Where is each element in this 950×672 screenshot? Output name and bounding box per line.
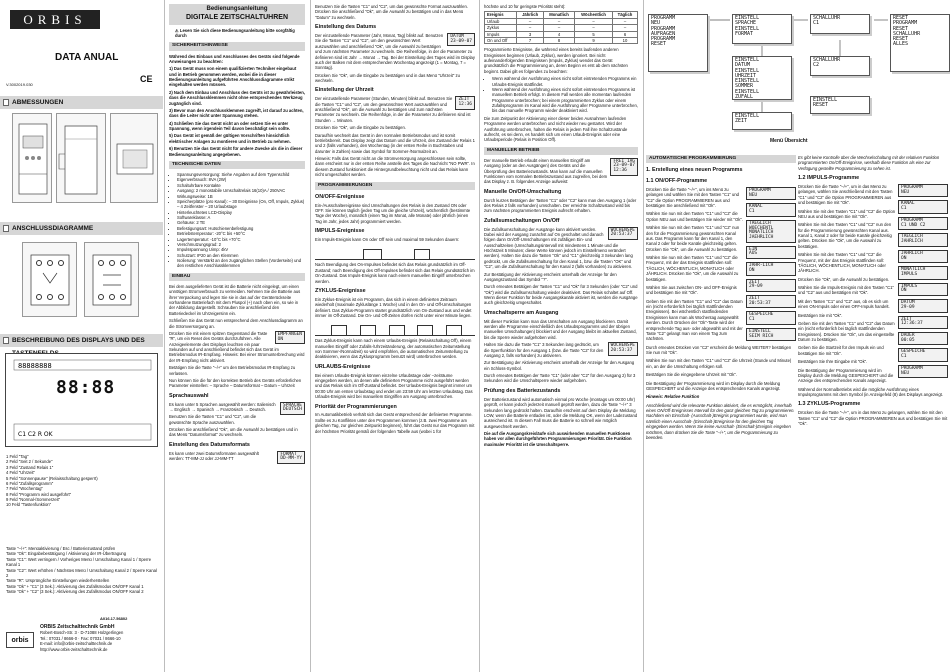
s11-text4: Wählen Sie nun mit den Tasten "C1" und "C2" die Frequenz, mit der das Ereignis stattfinden soll: TÄGLICH, WÖCHENTLICH, MONATLICH oder JÄHRLICH. Drücken Sie "Ok", um die Auswahl zu bestätigen. <box>646 255 739 282</box>
lang-text: Es kann unter 5 Sprachen ausgewählt werden: Italienisch → Englisch → Spanisch → Französisch → Deutsch. <box>169 401 276 412</box>
s12-text2: Wählen Sie mit den Tasten "C1" und "C2" die Option NEU aus und bestätigen Sie mit "Ok". <box>798 208 896 219</box>
impulse-text: Ein Impuls-Ereignis kann On oder Off sein und maximal 59 Sekunden dauern: <box>315 237 460 242</box>
lcd-time-screen: ZEIT 12:36 <box>455 96 475 109</box>
s11-text6: Geben Sie mit den Tasten "C1" und "C2" das Datum ein (nicht erforderlich bei täglich stattfindenden Ereignissen). Bei wöchentlich stattfindenden Ereignissen kann man als Wochentag ausgewählt werden. Durch Drücken der "Ok"-Taste wird der entsprechende Tag aus- oder abgewählt und mit der Taste "C2" gelangt man von einem Tag zum nächsten. <box>646 298 743 342</box>
lock-text4: Durch erneutes Betätigen der Taste "C1" (oder aber "C2" für den Ausgang 2) für 3 Sekunden wird die Umschaltsperre wieder aufgehoben. <box>484 373 636 384</box>
s12-text: Drücken Sie die Taste "–/+", um in das Menü zu gelangen, wählen Sie anschließend mit den Tasten "C1" und "C2" die Option PROGRAMMIEREN aus und bestätigen Sie mit "Ok". <box>798 184 893 206</box>
priority-text2: Die zum Zeitpunkt der Aktivierung einer dieser beiden Ausnahmen laufenden Programme werden unterbrochen und nicht wieder neu gestartet. Wird der Ausführung unterbrochen, halten die Relais in jedem Fall ihre Schaltzustände aufrecht, es sei denn, es handelt sich um einen Urlaub-Ereignis oder eine Urlaubsperiode (Relais in Position Off). <box>484 115 628 143</box>
band-safety: SICHERHEITSHINWEISE <box>169 42 305 50</box>
s11-text5: Wählen Sie aus zwischen ON- und OFF-Ereignis und bestätigen Sie mit "Ok". <box>646 284 737 296</box>
date-text2: Drücken Sie "Ok", um die Eingabe zu bestätigen und in das Menü "Uhrzeit" zu wechseln. <box>315 72 460 84</box>
priority-cont: höchste und 10 für geringste Priorität steht): <box>484 4 566 9</box>
date-title: Einstellung des Datums <box>315 24 377 31</box>
s13-title: 1.3 ZYKLUS-Programme <box>798 401 861 408</box>
key-item: Taste "–/+": Menüaktivierung / Esc / Batteriezustand prüfen <box>6 546 116 551</box>
random-text: Die Zufallsumschaltung der Ausgänge kann aktiviert werden. Dabei wird der Ausgang zunächst auf On geschaltet und danach folgen dann On/Off-Umschaltungen mit zufälligen Ein- und Ausschaltzeiten (Umschaltungsintervall mit mindestens 1 Minute und die Höchstzeit 5 Minuten; diese Werte können jedoch im Einstellmenü verändert werden). Halten Sie dazu die Tasten "Ok" und "C1" gleichzeitig 3 Sekunden lang gedrückt, um die Zufallsumschaltung für den Kanal 1, bzw. die Tasten "OK" und "C2", um die Zufallsumschaltung für den Kanal 2 (falls vorhanden) zu aktivieren. <box>484 226 633 270</box>
menu-card-time: EINSTELL ZEIT <box>732 112 792 130</box>
column-programming <box>644 0 950 672</box>
wiring-diagram-2 <box>84 242 139 317</box>
key-item: Taste "Ok": Eingabebestätigung / Aktivierung der IR-Übertragung <box>6 551 127 557</box>
company-logo: orbis <box>6 632 34 648</box>
s12-text5: Drücken Sie "Ok", um die Auswahl zu bestätigen. <box>798 276 890 282</box>
menu-card-program: PROGRAMM NEU PROGRAMM AUFRAGEN PROGRAMM RESET <box>648 14 708 72</box>
s12-text8: Bestätigen Sie mit "Ok". <box>798 312 843 318</box>
battery-bold: Die auf die Ausgangskreisläufe sich auswirkenden manuellen Funktionen haben vor allen durchgeführten Programmierungen Priorität. Die Funktion maximaler Priorität ist die Umschaltsperre. <box>484 431 632 447</box>
company-block <box>40 624 162 652</box>
wiring-diagram-1 <box>22 242 77 317</box>
manual-subtitle: DIGITALE ZEITSCHALTUHREN <box>185 13 288 21</box>
menu-card-date: EINSTELL DATUM EINSTELL UHRZEIT EINSTELL SOMMER EINSTELL ZUFALL <box>732 56 792 100</box>
band-tech: TECHNISCHE DATEN <box>169 161 305 169</box>
random-text3: Durch erneutes Betätigen der Tasten "C1" und "Ok" für 3 Sekunden (oder "C2" und "Ok") wird die Zufallsumschaltung wieder deaktiviert. Das Relais schaltet auf Off. Wenn dieser Funktion für beide Ausgangskanäle aktiviert ist, werden die Ausgänge auch gleichzeitig umgeschaltet. <box>484 284 638 306</box>
holiday-title: URLAUBS-Ereignisse <box>315 363 371 370</box>
holiday-text: Bei einem Urlaubs-Ereignis können einzelne Urlaubstage oder –zeiträume eingegeben werden, an denen alle definierten Programme nicht ausgeführt werden und das Relais sich im Off-Zustand befindet. Der Urlaubs-Ereignis beginnt immer um 00:00 Uhr am ersten Urlaubstag und endet um 23:59 Uhr am letzten Urlaubstag. Das Urlaubs-Ereignis wird bei manuellem Eingriffen am Ausgang unterbrochen. <box>315 372 473 400</box>
company-phone: Tel.: 07031 / 8666-0 · Fax: 07031 / 8666-10 <box>40 635 121 641</box>
s1-title: 1. Erstellung eines neuen Programms <box>646 167 743 174</box>
lang-text3: Drücken Sie anschließend "Ok", um die Auswahl zu bestätigen und in das Menü "Datumsformat" zu wechseln. <box>169 427 298 438</box>
front-view-drawing <box>12 113 52 203</box>
datefmt-title: Einstellung des Datumsformats <box>169 441 250 448</box>
tech-list: • Spannungsversorgung: Siehe Angaben auf dem Typenschild • Eigenverbrauch: 8VA (2W) • Schaltuhrbare Kontakte • Ausgang: 2 monostabile Umschaltrelais 16(10)A / 250VAC • Wirkungsweise: 1B • Speicherplätze (pro Kanal): – 30 Ereignisse (On, Off, Impuls, Zyklus) – 4 Zeitfenster – 20 Urlaubstage • Hinterleuchtetes LCD-Display • Softwareklasse: A • Gehäuse: 2 TE • Befestigungsart: Hutschienenbefestigung • Betriebstemperatur: -20°C bis +50°C • Lagertemperatur: -10°C bis +70°C • Verschmutzungsgrad: 2 • Impulsspannung Uimp: 4kV • Schutzart: IP20 an den Klemmen • Isolierung: Verstärkt an den zugänglichen Stellen (Vorderseite) und den restlichen Anschlussklemmen <box>177 172 305 269</box>
impulse-timeline <box>315 244 475 260</box>
priority-title: Priorität der Programmierungen <box>315 403 397 410</box>
section-wiring: ANSCHLUSSDIAGRAMME <box>0 222 163 235</box>
random-title: Zufallsumschaltungen On/Off <box>484 217 560 224</box>
s11-text: Drücken Sie die Taste "–/+", um ins Menü zu gelangen und wählen Sie mit den Tasten "C1" und "C2" die Option PROGRAMMIEREN aus und bestätigen Sie anschließend mit "Ok". <box>646 186 739 209</box>
key-item: Taste "R": Ursprüngliche Einstellungen wiederherstellen <box>6 578 110 584</box>
menu-caption: Menü Übersicht <box>770 138 808 144</box>
hint-text: Hinweis: Falls das Gerät nicht an die Stromversorgung angeschlossen sein sollte, dann erscheint nur in der ersten Reihe anstelle des Tages die Nachricht "NO PWR". In diesem Zustand funktioniert die Hintergrundbeleuchtung nicht und das Relais kann nicht umgeschaltet werden. <box>315 156 475 178</box>
manual-text: Der manuelle Betrieb erlaubt einen manuellen Eingriff am Ausgang (oder an den Ausgängen) des Geräts und die Überprüfung des Batteriezustands. Man kann auf die manuellen Funktionen vom normalen Betriebszustand aus zugreifen, bei dem das Display z. B. folgendes Anzeige aufweist: <box>484 157 608 185</box>
lang-title: Sprachauswahl <box>169 392 209 399</box>
company-name: ORBIS Zeitschalttechnik GmbH <box>40 624 115 630</box>
s11-title: 1.1 ON/OFF-Programme <box>646 178 708 185</box>
programming-left <box>646 155 796 443</box>
screens-onoff: PROGRAMM NEU KANAL C1 TAEGLICH WOECHENTL MONATLICH JAEHRLICH EIN AUS JAHR-LICH ON ZEIT 29-09 ZEIT 20:53:37 GESPEICHE C1 EINSTELL SEIM RICH <box>746 187 796 344</box>
screens-impulse: PROGRAMM NEU KANAL C1 PROGRAMM C1 UND C2 TAEGLICH JAHRLICH JAHRLICH ON MONATLICH IMPULS IMPULS ON DATUM 29-09 ZEIT 12:36:37 DAUER 00:05 GESPEICHE C1 PROGRAMM NEU <box>898 184 948 381</box>
lang-text2: Benutzen Sie die Tasten "C1" und "C2", um die gewünschte Sprache auszuwählen. <box>169 414 257 425</box>
s12-text4: Wählen Sie mit den Tasten "C1" und "C2" die Frequenz, mit der das Ereignis stattfinden soll: TÄGLICH, WÖCHENTLICH, MONATLICH oder JÄHRLICH. <box>798 252 886 274</box>
time-text: Der einzustellende Parameter (Stunden, Minuten) blinkt auf. Benutzen Sie die Tasten "C1" und "C2", um den gewünschten Wert auszuwählen und anschließend "Ok", um die Auswahl zu bestätigen und zum nächsten Parameter zu wechseln. Die Reihenfolge, in der die Parameter zu definieren sind ist Stunden → Minuten. <box>315 96 471 123</box>
programming-right <box>798 155 948 429</box>
field-item: 1 Feld "Tag" <box>6 454 29 459</box>
menu-card-clock1: SCHALLUHR C1 <box>810 14 870 34</box>
cycle-timeline <box>315 320 475 336</box>
s12-text13: Während der Normalbetriebs wird die mögliche Ausführung eines Impulsprogramms mit dem Symbol (in Anzeigefeld (8) des Displays angezeigt. <box>798 386 943 398</box>
datefmt-text: Es kann unter zwei Datumsformaten ausgewählt werden: TT-MM-JJ oder JJ-MM-TT <box>169 450 259 462</box>
manual-onoff-title: Manuelle On/Off-Umschaltung <box>484 188 562 195</box>
s11-text9: Bestätigen Sie die eingegebene Uhrzeit mit "Ok". <box>646 372 737 378</box>
company-web: http://www.orbis-zeitschalttechnik.de <box>40 646 108 652</box>
priority-text: Im Automatikbetrieb verhält sich das Gerät entsprechend der definierten Programme. Sollte es zu Konflikten unter den Programmen kommen (z.B. zwei Programme am gleichen Tag, zur gleichen Zeitpunkt beginnen), führt das Gerät nur das Programm mit der höchsten Priorität gemäß der folgenden Tabelle aus (wobei 1 für <box>315 412 475 434</box>
hint-text-relative: Anschließend wird die relevante Funktion aktiviert, die es ermöglicht, innerhalb eines ON/Off-Ereignisses Intervall für den ganz gleichen Tag zu programmieren. Nachdem ein Einschalt- (Ausschalt-)Ereignis programmiert wurde, wird man nämlich einen Ausschalt- (Einschalt-)Ereignisse für den gleichen Tag eingegeben werden. Wenn Sie keine Ausschalt- (Einschalt-)Ereignis eingeben möchten, dann drücken Sie die Taste "–/+", um die Programmierung zu beenden. <box>646 402 795 440</box>
field-item: 7 Feld "Wochentag" <box>6 486 43 492</box>
impulse-title: IMPULS-Ereignisse <box>315 228 365 235</box>
battery-title: Prüfung des Batteriezustands <box>484 387 561 394</box>
s11-text10: Die Bestätigung der Programmierung wird im Display durch die Meldung GESPEICHERT und die Anzeige des entsprechenden Kanals angezeigt. <box>646 380 781 391</box>
column-safety-tech <box>165 0 309 672</box>
lcd-normal-screen: FREI 1AG 23-09-07 12:36 <box>610 158 638 176</box>
onoff-title: ON/OFF-Ereignisse <box>315 193 365 200</box>
company-email: E-mail: info@orbis-zeitschalttechnik.de <box>40 641 113 647</box>
table-header-row: Ereignis Jährlich Monatlich Wöchentlich Täglich <box>485 12 638 18</box>
lcd-format-screen: FORMAT DD-MM-YY <box>277 451 305 464</box>
field-item: 5 Feld "Sonnenpause" (Relaisschaltung gesperrt) <box>6 475 98 481</box>
lcd-illustration <box>5 353 158 447</box>
table-row: Zyklus – – – – <box>485 25 638 31</box>
field-item: 8 Feld "Programm wird ausgeführt" <box>6 491 72 497</box>
priority-table <box>484 11 638 44</box>
lcd-segments-icon <box>6 354 159 448</box>
relative-intro: Es gibt keine Kontrolle über die Wechselschaltung mit der relativen Funktion programmierten On/Off-Ereignisse, weshalb diese Funktion als eine zur Verfügung gestellte Programmierung zu sehen ist. <box>798 155 940 171</box>
lock-text2: Halten Sie dazu die Taste "C1" 3 Sekunden lang gedrückt, um die Sperrfunktion für den Ausgang 1 (bzw. die Taste "C2" für den Ausgang 2, falls vorhanden) zu aktivieren. <box>484 342 604 358</box>
time-text2: Drücken Sie "Ok", um die Eingabe zu bestätigen. <box>315 125 406 131</box>
onoff-text: Ein-/Ausschaltereignisse sind Umschaltungen des Relais in den Zustand ON oder OFF. Sie können täglich (jeden Tag um die gleiche Uhrzeit), wöchentlich (bestimmte Tage der Woche), monatlich (einen Tag im Monat, alle Monate) oder jährlich (einen Tag im Jahr, jedes Jahr) programmiert werden. <box>315 202 471 224</box>
s12-text7: Mit den Tasten "C1" und "C2" aus, ob es sich um einen ON-Impuls oder einen OFF-Impuls handelt. <box>798 298 890 310</box>
s12-title: 1.2 IMPULS-Programme <box>798 175 860 182</box>
menu-card-language: EINSTELL SPRACHE EINSTELL FORMAT <box>732 14 792 44</box>
device-side-icon <box>57 114 107 204</box>
menu-card-reset: RESET PROGRAMM RESET SCHALLUHR RESET ALLES <box>890 14 950 72</box>
read-warning: ⚠ Lesen Sie sich diese Bedienungsanleitung bitte sorgfältig durch <box>175 27 295 38</box>
s12-text10: Geben Sie die Startzeit für den Impuls ein und bestätigen Sie mit "Ok". <box>798 345 884 356</box>
s13-text: Drücken Sie die Taste "–/+", um in das Menü zu gelangen, wählen Sie mit den Tasten "C1" und "C2" die Option PROGRAMMIEREN aus und bestätigen Sie mit "Ok". <box>798 410 948 427</box>
device-front-icon <box>13 114 53 204</box>
field-legend <box>6 454 158 508</box>
cycle-title: ZYKLUS-Ereignisse <box>315 287 366 294</box>
manual-title: Bedienungsanleitung <box>206 6 268 12</box>
s12-text9: Geben Sie mit den Tasten "C1" und "C2" das Datum ein (nicht erforderlich bei täglich stattfindenden Ereignissen). Drücken Sie "Ok", um das eingestellte Datum zu bestätigen. <box>798 320 895 343</box>
format-intro: Benutzen Sie die Tasten "C1" und "C2", um das gewünschte Format auszuwählen. Drücken Sie anschließend "Ok", um die Auswahl zu bestätigen und in das Menü "Datum" zu wechseln. <box>315 4 468 20</box>
side-view-drawing <box>56 113 106 203</box>
band-manual: MANUELLER BETRIEB <box>484 147 638 155</box>
pin-icon <box>3 225 9 232</box>
s12-text6: Wählen Sie die Impuls-Ereignis mit den Tasten "C1" und "C2" aus und bestätigen mit "Ok". <box>798 285 894 296</box>
s11-text7: Durch erneutes Drücken von "C2" erscheint die Meldung WEITER? bestätigen Sie nun mit "Ok". <box>646 344 792 356</box>
company-address: Robert-Bosch-Str. 3 · D-71088 Holzgerlingen <box>40 630 124 636</box>
random-text2: Zur Bestätigung der Aktivierung erscheint unterhalb der Anzeige für den Ausgangszustand das Symbol "?". <box>484 271 617 282</box>
menu-card-clock2: SCHALLUHR C2 <box>810 56 870 76</box>
brand-logo: ORBIS <box>10 10 100 29</box>
key-legend <box>6 546 160 594</box>
wiring-icon <box>23 243 78 318</box>
field-item: 4 Feld "Uhrzeit" <box>6 470 36 476</box>
safety-list: Während des Einbaus und Anschlusses des Geräts sind folgende Anweisungen zu beachten: 1) Das Gerät muss von einem qualifizierten Techniker eingebaut und in Betrieb genommen werden, wobei die in dieser Bedienungsanleitung aufgeführten Anschlussdiagramme strikt eingehalten werden müssen. 2) Nach dem Einbau und Anschluss des Geräts ist zu gewährleisten, dass die Anschlussklemmen nicht ohne entsprechendes Werkzeug zugänglich sind. 3) Bevor man den Anschlussklemmen zugreift, ist darauf zu achten, dass die Leiter nicht unter Spannung stehen. 4) Schließen Sie das Gerät nicht an oder setzen Sie es unter Spannung, wenn irgendein Teil davon beschädigt sein sollte. 5) Das Gerät ist gemäß der gültigen Vorschriften hinsichtlich elektrischer Anlagen zu montieren und in Betrieb zu nehmen. 6) Benutzen Sie das Gerät nicht für andere Zwecke als die in dieser Bedienungsanleitung angegebenen. <box>169 53 305 157</box>
article-number-bottom: A016.17.56802 <box>100 616 128 621</box>
wiring-icon <box>85 243 140 318</box>
lock-title: Umschaltsperre am Ausgang <box>484 309 559 316</box>
battery-text: Der Batteriezustand wird automatisch einmal pro Woche (montags um 00:00 Uhr) geprüft, er kann jedoch jederzeit manuell geprüft werden, dazu die Taste "–/+" 3 Sekunden lang gedrückt halten. Daraufhin erscheint auf dem Display die Meldung LOW, wenn die Batterie entladen ist, oder die Meldung OK, wenn der Ladezustand ausreichend ist. In diesem Fall muss die Batterie so schnell wie möglich ausgewechselt werden. <box>484 396 638 429</box>
lcd-random-screen: WOCHENSPE 20:53:37 <box>608 227 638 240</box>
key-item: Taste "Ok" + "C2" (3 Sek.): Aktivierung des Zufallsmodus ON/OFF Kanal 2 <box>6 589 144 594</box>
pin-icon <box>3 99 9 106</box>
field-item: 6 Feld "Zufallsprogramm" <box>6 480 54 486</box>
s12-text11: Bestätigen Sie Ihre Eingabe mit "Ok". <box>798 359 868 365</box>
key-item: Taste "C2": Wert erhöhen / Nächstes Menü / Umschaltung Kanal 2 / Sperre Kanal 2 <box>6 567 157 578</box>
lcd-ir-screen: EMPFANGEN ON <box>275 331 305 344</box>
pin-icon <box>3 337 9 344</box>
s11-text2: Wählen Sie nun mit den Tasten "C1" und "C2" die Option NEU aus und bestätigen Sie wieder mit "Ok". <box>646 211 744 222</box>
section-display: BESCHREIBUNG DES DISPLAYS UND DES <box>0 334 163 347</box>
impulse-text2: Nach Beendigung des On-Impulses befindet sich das Relais grundsätzlich im Off-Zustand; nach Beendigung des Off-Impulses befindet sich das Relais grundsätzlich im On-Zustand. Das Impuls-Ereignis kann nach einem manuellen Eingriff unterbrochen werden. <box>315 262 475 284</box>
device-top-icon <box>111 114 159 204</box>
s11-text3: Wählen Sie nun mit den Tasten "C1" und "C2" nun den für die Programmierung gewünschten Kanal aus. Das Programm kann für den Kanal 1, den Kanal 2 oder für beide Kanäle gleichzeitig gelten. Drücken Sie "Ok", um die Auswahl zu bestätigen. <box>646 225 740 252</box>
priority-text-c4: Programmierte Ereignisse, die während eines bereits laufenden anderen Ereignisses beginnen (Urlaub, Zyklus), werden ignoriert. Bei nicht aufeinanderfolgenden Ereignissen (Impuls, Zyklus) wendet das Gerät grundsätzlich die Programmierung an, deren Beginn es erst ab dem nächsten beginnt. Dabei gilt es folgendes zu beachten: <box>484 47 628 74</box>
manual-header <box>169 4 305 25</box>
ce-mark: CE <box>140 74 153 84</box>
field-item: 3 Feld "Zustand Relais 1" <box>6 464 54 470</box>
date-text: Der einzustellende Parameter (Jahr, Monat, Tag) blinkt auf. Benutzen Sie die Tasten "C1" und "C2", um den gewünschten Wert auszuwählen und anschließend "Ok", um die Auswahl zu bestätigen und zum nächsten Parameter zu wechseln. Die Reihenfolge, in der die Parameter zu definieren sind ist Jahr → Monat → Tag. Bei der Einstellung des Tages wird im Display auch der Balken mit dem entsprechenden Wochentag angezeigt (1 = Montag, 7 = Sonntag). <box>315 33 475 71</box>
lock-text: Mit dieser Funktion kann man das Umschalten am Ausgang blockieren. Damit werden alle Programme einschließlich des Urlaubsprogramms und der übrigen manuellen Umschaltungen) blockiert und der Ausgang bleibt im aktuellen Zustand, bis die Sperre wieder aufgehoben wird. <box>484 318 637 340</box>
lcd-date-screen: DATUM 23-09-07 <box>447 33 475 46</box>
time-title: Einstellung der Uhrzeit <box>315 87 374 94</box>
lcd-lang-screen: SPRACHE DEUTSCH <box>280 402 305 415</box>
key-item: Taste "C1": Wert verringern / Vorheriges Menü / Umschaltung Kanal 1 / Sperre Kanal 1 <box>6 556 152 568</box>
table-row: Urlaub – – – – <box>485 18 638 24</box>
field-item: 2 Feld "Seit 2 / Sekunde" <box>6 459 53 465</box>
column-manual <box>480 0 642 672</box>
manual-onoff-text: Durch kurzes Betätigen der Tasten "C1" oder "C2" kann man den Ausgang 1 (oder des Relais 2 falls vorhanden) umschalten. Der erreichte Schaltzustand wird bis zum nächsten programmierten Ereignis aufrecht erhalten. <box>484 197 637 214</box>
field-item: 10 Feld "Tastenfunktion" <box>6 502 52 508</box>
auto-text: Daraufhin wechselt das Gerät in den normalen Betriebsmodus und ist somit betriebsbereit. Das Display zeigt das Datum und die Uhrzeit, den Zustand der Relais 1 und 2 (falls vorhanden), den Wochentag (in der ersten Reihe in Buchstaben und darunter in Zahlen) sowie das Symbol für Sommer-/Normalzeit an. <box>315 132 475 154</box>
band-auto-program: AUTOMATISCHE PROGRAMMIERUNG <box>646 155 796 163</box>
article-number-top: V.3002019.030 <box>6 82 33 87</box>
s12-text3: Wählen Sie mit den Tasten "C1" und "C2" nun den für die Programmierung gewünschten Kanal aus. Kanal 1, Kanal 2 oder für beide Kanäle gleichzeitig gelten. Drücken Sie "Ok", um die Auswahl zu bestätigen. <box>798 222 892 249</box>
cycle-text: Ein Zyklus-Ereignis ist ein Programm, das sich in einem definierten Zeitraum wiederholt (maximale Zykluslänge 1 Woche) und in den On- und Off-Umschaltungen definiert. Das Zyklus-Programm startet grundsätzlich von On-Zustand aus und endet immer im Off-Zustand. Die On- und Off-Zeiten dürfen nicht unter einer Minute liegen. <box>315 296 472 318</box>
s12-text12: Die Bestätigung der Programmierung wird im Display durch die Meldung GESPEICHERT und die Anzeige des entsprechenden Kanals angezeigt. <box>798 367 894 384</box>
top-view-drawing <box>110 113 158 203</box>
field-item: 9 Feld "Normal-/Sommerzeit" <box>6 497 61 502</box>
install-steps: Bei dem ausgelieferten Gerät ist die Batterie nicht eingelegt, um einen unnötigen Stromverbrauch zu vermeiden. Nehmen Sie die Batterie aus ihrer Verpackung und legen Sie sie in das auf der Geräterückseite vorhandene Batteriefach mit dem Pluspol (+) nach oben ein, so wie in der Abbildung dargestellt. Schrauben Sie anschließend den Batteriedeckel im Uhrzeigersinn ein. Schließen Sie das Gerät nun entsprechend dem Anschlussdiagramm an die Stromversorgung an. EMPFANGEN ON Drücken Sie mit einem spitzen Gegenstand die Taste "R", um ein Reset des Geräts durchzuführen. Alle Anzeigeelemente des Displays leuchten ein paar Sekunden auf und anschließend befindet sich das Gerät im Betriebsmodus IR-Empfang. Hinweis: Bei einer Stromunterbrechung wird der IR-Empfang nicht aktiviert. Betätigen Sie die Taste "–/+" um den Betriebsmodus IR-Empfang zu verlassen. Nun können Sie die für den korrekten Betrieb des Geräts erforderlichen Parameter einstellen: – Sprache – Datumsformat – Datum – Uhrzeit <box>169 283 305 389</box>
table-row: Impuls 3 4 5 6 <box>485 31 638 37</box>
band-programs: PROGRAMMIERUNGEN <box>315 182 475 190</box>
lock-text3: Zur Bestätigung der Aktivierung erscheint unterhalb der Anzeige für den Ausgang ein Schloss-Symbol. <box>484 360 635 371</box>
column-specs <box>0 0 163 672</box>
lcd-lock-screen: WOCHENSPE 20:53:37 <box>608 342 638 355</box>
key-item: Taste "Ok" + "C1" (3 Sek.): Aktivierung des Zufallsmodus ON/OFF Kanal 1 <box>6 583 144 589</box>
menu-overview <box>644 0 950 152</box>
programming-text <box>644 155 950 672</box>
warning-icon: ⚠ <box>175 27 180 33</box>
section-dimensions: ABMESSUNGEN <box>0 96 163 109</box>
table-row: On und Off 7 8 9 10 <box>485 37 638 43</box>
hint-title: Hinweis: Relative Funktion <box>646 394 700 400</box>
s11-text8: Wählen Sie nun mit den Tasten "C1" und "C2" die Uhrzeit (Stunde und Minute) ein, an der die Umschaltung erfolgen soll. <box>646 358 792 369</box>
cycle-text2: Das Zyklus-Ereignis kann nach einem Urlaubs-Ereignis (Relaisschaltung Off), einem manuellen Eingriff oder Zufalls-/Uhrzeitänderung, der automatischen Zeitumstellung von Sommer-/Normalzeit) so wird empfohlen, die automatischen Zeitumstellung zu deaktivieren, wenn das Zyklusprogramm benutzt wird) unterbrochen werden. <box>315 338 472 360</box>
lcd-sample-digits: 88:88 <box>56 377 116 398</box>
svg-text:88888888: 88888888 <box>18 362 52 370</box>
menu-card-settings-reset: EINSTELL RESET <box>810 96 870 114</box>
column-settings <box>311 0 479 672</box>
product-title: DATA ANUAL <box>55 52 119 63</box>
band-install: EINBAU <box>169 273 305 281</box>
priority-bullets: • Wenn während der Ausführung eines nicht sofort eintretenden Programms ein Urlaubs-Ereignis stattfindet. • Wenn während der Ausführung eines nicht sofort eintretenden Programms ist manuellem Betrieb erfolgt. In diesem Fall werden alle momentan laufenden Programme unterbrochen; bei einem programmierten Zyklus oder einem Zufallsprogramm im Kanal wird die Ausführung aller Programme unterbrochen, bis das manuelle Programm wieder deaktiviert wird. <box>492 76 638 114</box>
svg-text:C1 C2 R OK: C1 C2 R OK <box>18 431 53 438</box>
